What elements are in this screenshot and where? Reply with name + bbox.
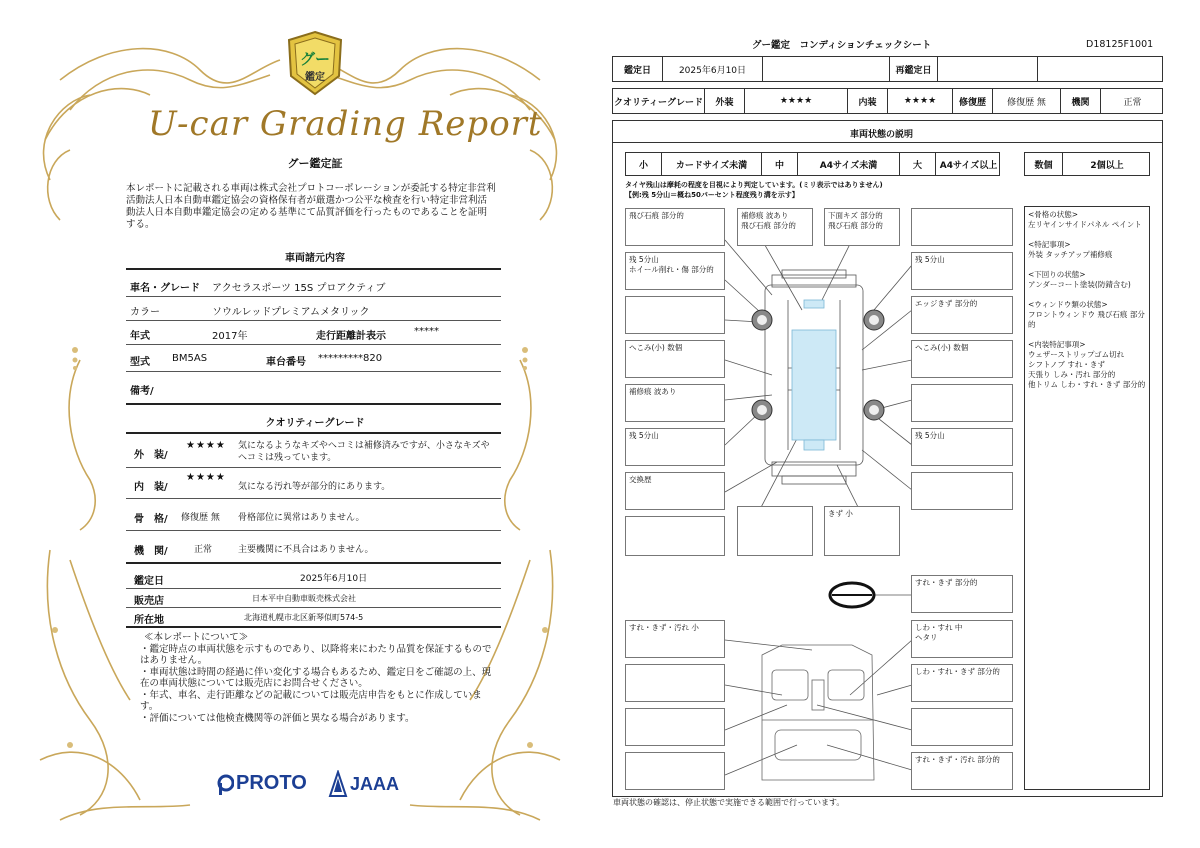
tire-example: 【例:残 5分山＝概ね50パーセント程度残り溝を示す】 — [625, 191, 799, 199]
jaaa-logo-text: JAAA — [350, 774, 400, 794]
frame-comment: 骨格部位に異常はありません。 — [238, 513, 365, 523]
size-large-desc: A4サイズ以上 — [939, 160, 998, 171]
goo-kantei-badge-icon — [285, 30, 345, 96]
exterior-stars: ★★★★ — [745, 89, 848, 113]
model-value: アクセラスポーツ 15S プロアクティブ — [212, 283, 386, 294]
divider — [126, 320, 501, 321]
damage-box — [911, 472, 1013, 510]
damage-box — [625, 296, 725, 334]
proto-logo-text: PROTO — [236, 772, 307, 794]
divider — [126, 403, 501, 405]
interior-damage-box: しわ・すれ・きず 部分的 — [911, 664, 1013, 702]
chassis-label: 車台番号 — [266, 357, 306, 368]
date-row — [612, 56, 1163, 82]
engine-label: 機 関/ — [134, 546, 168, 557]
note-item: ・鑑定時点の車両状態を示すものであり、以降将来にわたり品質を保証するものではありません。 — [140, 643, 492, 666]
damage-box: 補修痕 波あり — [625, 384, 725, 422]
repair-label: 修復歴 — [953, 89, 993, 113]
divider — [126, 467, 501, 468]
size-small-desc: カードサイズ未満 — [662, 153, 762, 175]
jaaa-logo-icon — [328, 770, 348, 798]
divider — [126, 371, 501, 372]
notes-title: ≪本レポートについて≫ — [144, 632, 249, 643]
appraisal-date-value: 2025年6月10日 — [300, 574, 368, 584]
damage-box: 残 5分山 — [911, 252, 1013, 290]
interior-stars: ★★★★ — [888, 89, 953, 113]
interior-label: 内 装/ — [134, 482, 168, 493]
explain-title: 車両状態の説明 — [850, 130, 914, 140]
dealer-label: 販売店 — [134, 596, 164, 607]
damage-box: 交換歴 — [625, 472, 725, 510]
quality-title: クオリティーグレード — [265, 418, 365, 429]
count-label: 数個 — [1025, 153, 1063, 175]
interior-damage-box — [625, 752, 725, 790]
type-value: BM5AS — [172, 353, 208, 364]
damage-box: エッジきず 部分的 — [911, 296, 1013, 334]
divider — [126, 562, 501, 564]
mileage-label: 走行距離計表示 — [316, 331, 386, 342]
divider — [126, 607, 501, 608]
color-value: ソウルレッドプレミアムメタリック — [212, 307, 370, 318]
note-item: ・評価については他検査機関等の評価と異なる場合があります。 — [140, 712, 415, 724]
divider — [126, 344, 501, 345]
address-label: 所在地 — [134, 615, 164, 626]
proto-logo-icon — [216, 774, 234, 796]
damage-box: 下面キズ 部分的 飛び石痕 部分的 — [824, 208, 900, 246]
certificate-body: 本レポートに記載される車両は株式会社プロトコーポレーションが委託する特定非営利活動法人日本自動車鑑定協会の資格保有者が厳選かつ公平な検査を行い特定非営利活動法人日本自動車鑑定協会の定める基準にて品質評価を行ったものであることを証明する。 — [126, 183, 496, 230]
interior-comment: 気になる汚れ等が部分的にあります。 — [238, 482, 391, 492]
divider — [126, 498, 501, 499]
interior-damage-box — [625, 708, 725, 746]
divider — [126, 530, 501, 531]
frame-value: 修復歴 無 — [181, 513, 220, 523]
engine-comment: 主要機関に不具合はありません。 — [238, 545, 374, 555]
reinspect-label: 再鑑定日 — [890, 57, 938, 81]
interior-label: 内装 — [848, 89, 888, 113]
engine-value: 正常 — [194, 545, 213, 555]
type-label: 型式 — [130, 357, 150, 368]
divider — [126, 432, 501, 434]
interior-damage-box — [911, 708, 1013, 746]
reinspect-value — [938, 57, 1038, 81]
count-legend — [1024, 152, 1150, 176]
size-legend — [625, 152, 1000, 176]
svg-text:鑑定: 鑑定 — [305, 72, 325, 83]
grade-label: クオリティーグレード — [613, 89, 705, 113]
date-value: 2025年6月10日 — [663, 57, 763, 81]
frame-label: 骨 格/ — [134, 514, 168, 525]
divider — [126, 626, 501, 628]
date-label: 鑑定日 — [613, 57, 663, 81]
damage-box: へこみ(小) 数個 — [625, 340, 725, 378]
damage-box: 残 5分山 ホイール削れ・傷 部分的 — [625, 252, 725, 290]
divider — [126, 268, 501, 270]
exterior-label: 外装 — [705, 89, 745, 113]
damage-box: へこみ(小) 数個 — [911, 340, 1013, 378]
remarks-label: 備考/ — [130, 386, 154, 397]
damage-box — [625, 516, 725, 556]
divider — [612, 142, 1163, 143]
report-notes — [140, 632, 500, 724]
sheet-title: グー鑑定 コンディションチェックシート — [752, 40, 932, 51]
svg-text:グー: グー — [299, 50, 331, 68]
special-notes-list: <骨格の状態> 左リヤインサイドパネル ペイント <特記事項> 外装 タッチアップ補修痕 <下回りの状態> アンダーコート塗装(防錆含む) <ウィンドウ類の状態> フロントウィンドウ 飛び石痕 部分的 <内装特記事項> ウェザーストリップゴム切れ シフトノブ すれ・きず 天張り しみ・汚れ 部分的 他トリム しわ・すれ・きず 部分的 — [1028, 210, 1146, 389]
mileage-value: ***** — [414, 326, 439, 337]
size-large: 大 — [900, 153, 936, 175]
interior-damage-box: すれ・きず 部分的 — [911, 575, 1013, 613]
report-title: U-car Grading Report — [148, 104, 543, 144]
dealer-value: 日本平中自動車販売株式会社 — [252, 594, 356, 603]
damage-box: きず 小 — [824, 506, 900, 556]
interior-stars: ★★★★ — [186, 472, 226, 483]
exterior-comment: 気になるようなキズやヘコミは補修済みですが、小さなキズやヘコミは残っています。 — [238, 441, 490, 463]
size-mid-desc: A4サイズ未満 — [798, 153, 900, 175]
interior-damage-box: すれ・きず・汚れ 部分的 — [911, 752, 1013, 790]
damage-box: 残 5分山 — [625, 428, 725, 466]
engine-value: 正常 — [1123, 97, 1142, 108]
size-small: 小 — [626, 153, 662, 175]
address-value: 北海道札幌市北区新琴似町574-5 — [244, 613, 364, 622]
damage-box: 補修痕 波あり 飛び石痕 部分的 — [737, 208, 813, 246]
year-label: 年式 — [130, 331, 150, 342]
damage-box — [911, 208, 1013, 246]
note-item: ・年式、車名、走行距離などの記載については販売店申告をもとに作成しています。 — [140, 689, 482, 712]
footer-note: 車両状態の確認は、停止状態で実施できる範囲で行っています。 — [613, 798, 845, 807]
certificate-title: グー鑑定証 — [287, 157, 343, 170]
note-item: ・車両状態は時間の経過に伴い変化する場合もあるため、鑑定日をご確認の上、現在の車両状態については販売店にお問合せください。 — [140, 666, 492, 689]
damage-box — [737, 506, 813, 556]
size-mid: 中 — [762, 153, 798, 175]
model-label: 車名・グレード — [130, 283, 200, 294]
exterior-stars: ★★★★ — [186, 440, 226, 451]
damage-box — [911, 384, 1013, 422]
engine-label: 機関 — [1061, 89, 1101, 113]
count-desc: 2個以上 — [1090, 160, 1124, 171]
divider — [126, 588, 501, 589]
damage-box: 飛び石痕 部分的 — [625, 208, 725, 246]
color-label: カラー — [130, 307, 160, 318]
appraisal-date-label: 鑑定日 — [134, 576, 164, 587]
chassis-value: *********820 — [318, 353, 383, 364]
divider — [126, 296, 501, 297]
grade-row — [612, 88, 1163, 114]
doc-id: D18125F1001 — [1086, 39, 1154, 50]
repair-value: 修復歴 無 — [993, 89, 1061, 113]
interior-damage-box: すれ・きず・汚れ 小 — [625, 620, 725, 658]
year-value: 2017年 — [212, 331, 248, 342]
specs-title: 車両諸元内容 — [285, 253, 345, 264]
damage-box: 残 5分山 — [911, 428, 1013, 466]
tire-note: タイヤ残山は摩耗の程度を目視により判定しています。(ミリ表示ではありません) — [625, 181, 883, 189]
exterior-label: 外 装/ — [134, 450, 168, 461]
interior-damage-box — [625, 664, 725, 702]
empty-cell — [763, 57, 890, 81]
interior-damage-box: しわ・すれ 中 ヘタリ — [911, 620, 1013, 658]
